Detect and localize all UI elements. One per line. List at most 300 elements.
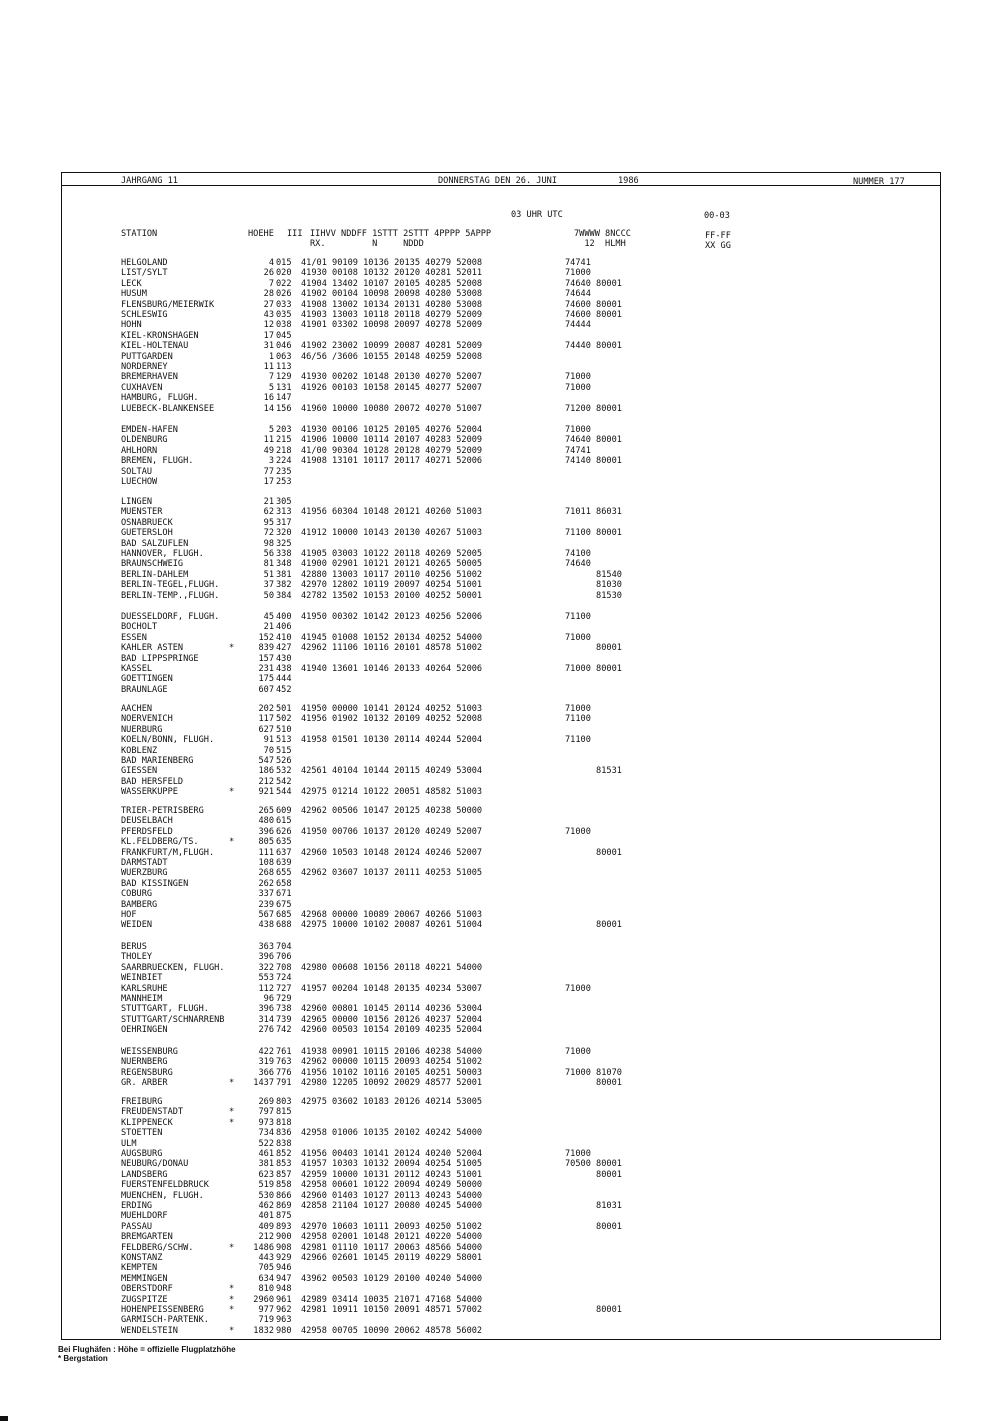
- station-name: BERUS: [121, 942, 147, 952]
- footer-note-airports: Bei Flughäfen : Höhe = offizielle Flugplatzhöhe: [58, 1345, 236, 1354]
- station-data: 41956 10102 10116 20105 40251 50003: [301, 1067, 483, 1078]
- station-row: [121, 362, 681, 372]
- station-name: DARMSTADT: [121, 858, 168, 868]
- station-fs: 74640 80001: [565, 278, 622, 289]
- station-name: KOBLENZ: [121, 745, 158, 756]
- station-name: EMDEN-HAFEN: [121, 425, 178, 435]
- station-iii: 815: [276, 1107, 292, 1118]
- station-hoehe: 381: [258, 1159, 274, 1170]
- station-hoehe: 396: [258, 952, 274, 963]
- column-codes: IIHVV NDDFF 1STTT 2STTT 4PPPP 5APPP: [310, 229, 492, 239]
- station-iii: 338: [276, 549, 292, 559]
- station-hoehe: 26: [263, 268, 274, 279]
- station-name: WENDELSTEIN: [121, 1325, 178, 1336]
- jahrgang-label: JAHRGANG 11: [121, 176, 178, 186]
- station-fs: 71100: [565, 612, 591, 622]
- station-row: [121, 952, 681, 962]
- station-data: 41908 13002 10134 20131 40280 53008: [301, 299, 483, 310]
- station-iii: 063: [276, 351, 292, 362]
- station-fs: 80001: [565, 847, 622, 858]
- station-name: BERLIN-DAHLEM: [121, 569, 189, 580]
- station-row: [121, 352, 681, 362]
- station-hoehe: 269: [258, 1097, 274, 1107]
- station-name: STOETTEN: [121, 1128, 163, 1139]
- station-name: HOF: [121, 910, 137, 920]
- station-fs: 74600 80001: [565, 299, 622, 310]
- station-row: [121, 467, 681, 477]
- station-data: 41950 00706 10137 20120 40249 52007: [301, 826, 483, 837]
- station-hoehe: 212: [258, 1232, 274, 1243]
- station-hoehe: 239: [258, 899, 274, 910]
- station-data: 42958 00705 10090 20062 48578 56002: [301, 1325, 483, 1336]
- station-iii: 655: [276, 868, 292, 879]
- station-iii: 739: [276, 1014, 292, 1025]
- station-row: [121, 1025, 681, 1035]
- station-iii: 384: [276, 590, 292, 601]
- station-row: [121, 1253, 681, 1263]
- station-hoehe: 268: [258, 868, 274, 879]
- station-name: BERLIN-TEGEL,FLUGH.: [121, 580, 220, 591]
- station-hoehe: 973: [258, 1117, 274, 1128]
- station-data: 41957 00204 10148 20135 40234 53007: [301, 983, 483, 994]
- station-hoehe: 547: [258, 756, 274, 766]
- station-hoehe: 462: [258, 1201, 274, 1211]
- station-name: KL.FELDBERG/TS.: [121, 837, 199, 848]
- station-hoehe: 480: [258, 816, 274, 827]
- station-row: [121, 404, 681, 414]
- station-star: *: [229, 1117, 235, 1128]
- station-iii: 853: [276, 1159, 292, 1170]
- station-row: [121, 612, 681, 622]
- station-hoehe: 11: [263, 435, 274, 446]
- station-iii: 113: [276, 362, 292, 372]
- station-row: [121, 1263, 681, 1273]
- station-data: 42970 12802 10119 20097 40254 51001: [301, 580, 483, 591]
- station-row: [121, 1078, 681, 1088]
- station-data: 41958 01501 10130 20114 40244 52004: [301, 735, 483, 746]
- station-hoehe: 1486: [253, 1242, 274, 1253]
- station-data: 42960 10503 10148 20124 40246 52007: [301, 847, 483, 858]
- station-hoehe: 31: [263, 341, 274, 352]
- station-row: [121, 714, 681, 724]
- station-fs: 74600 80001: [565, 310, 622, 320]
- column-wind: FF-FF: [705, 231, 731, 241]
- station-row: [121, 654, 681, 664]
- station-data: 41900 02901 10121 20121 40265 50005: [301, 559, 483, 570]
- station-iii: 253: [276, 477, 292, 487]
- station-iii: 961: [276, 1294, 292, 1305]
- station-hoehe: 62: [263, 507, 274, 518]
- station-iii: 962: [276, 1305, 292, 1315]
- station-iii: 320: [276, 528, 292, 539]
- station-hoehe: 77: [263, 466, 274, 477]
- station-name: HOHN: [121, 320, 142, 331]
- station-data: 42880 13003 10117 20110 40256 51002: [301, 569, 483, 580]
- station-name: AACHEN: [121, 704, 153, 714]
- station-data: 41950 00302 10142 20123 40256 52006: [301, 612, 483, 622]
- station-name: BAD KISSINGEN: [121, 878, 189, 889]
- station-data: 42962 11106 10116 20101 48578 51002: [301, 643, 483, 654]
- station-fs: 80001: [565, 920, 622, 931]
- station-name: DEUSELBACH: [121, 816, 173, 827]
- footer-note-mountain: * Bergstation: [58, 1354, 108, 1363]
- station-name: GR. ARBER: [121, 1078, 168, 1089]
- station-name: OBERSTDORF: [121, 1284, 173, 1295]
- station-name: COBURG: [121, 889, 153, 900]
- station-hoehe: 530: [258, 1190, 274, 1201]
- station-iii: 215: [276, 435, 292, 446]
- station-data: 42960 01403 10127 20113 40243 54000: [301, 1190, 483, 1201]
- station-name: MUENSTER: [121, 507, 163, 518]
- station-data: 41903 13003 10118 20118 40279 52009: [301, 310, 483, 320]
- station-data: 42958 00601 10122 20094 40249 50000: [301, 1180, 483, 1191]
- station-row: [121, 1015, 681, 1025]
- station-hoehe: 212: [258, 776, 274, 787]
- station-row: [121, 425, 681, 435]
- station-iii: 515: [276, 745, 292, 756]
- station-name: MUENCHEN, FLUGH.: [121, 1190, 204, 1201]
- station-row: [121, 963, 681, 973]
- station-name: ESSEN: [121, 632, 147, 643]
- edge-mark: [0, 1416, 8, 1421]
- station-row: [121, 559, 681, 569]
- station-iii: 724: [276, 973, 292, 984]
- station-row: [121, 725, 681, 735]
- station-hoehe: 5: [268, 382, 274, 393]
- station-name: BERLIN-TEMP.,FLUGH.: [121, 590, 220, 601]
- station-row: [121, 735, 681, 745]
- station-fs: 71000: [565, 425, 591, 435]
- station-hoehe: 977: [258, 1305, 274, 1315]
- station-iii: 410: [276, 632, 292, 643]
- station-row: [121, 879, 681, 889]
- station-row: [121, 456, 681, 466]
- station-row: [121, 1305, 681, 1315]
- station-hoehe: 810: [258, 1284, 274, 1295]
- station-name: CUXHAVEN: [121, 382, 163, 393]
- station-fs: 74741: [565, 445, 591, 456]
- station-iii: 704: [276, 942, 292, 952]
- station-row: [121, 848, 681, 858]
- station-row: [121, 1284, 681, 1294]
- station-data: 41930 00108 10132 20120 40281 52011: [301, 268, 483, 279]
- station-name: MEMMINGEN: [121, 1273, 168, 1284]
- station-iii: 803: [276, 1097, 292, 1107]
- station-name: LIST/SYLT: [121, 268, 168, 279]
- station-data: 41956 60304 10148 20121 40260 51003: [301, 507, 483, 518]
- station-name: ZUGSPITZE: [121, 1294, 168, 1305]
- station-iii: 609: [276, 806, 292, 816]
- station-iii: 406: [276, 622, 292, 633]
- station-row: [121, 268, 681, 278]
- station-name: BAMBERG: [121, 899, 158, 910]
- station-row: [121, 787, 681, 797]
- station-hoehe: 37: [263, 580, 274, 591]
- station-row: [121, 643, 681, 653]
- station-hoehe: 401: [258, 1211, 274, 1222]
- station-name: WEINBIET: [121, 973, 163, 984]
- station-hoehe: 839: [258, 643, 274, 654]
- station-fs: 71100: [565, 735, 591, 746]
- station-data: 42970 10603 10111 20093 40250 51002: [301, 1221, 483, 1232]
- station-hoehe: 438: [258, 920, 274, 931]
- station-row: [121, 777, 681, 787]
- station-data: 41/01 90109 10136 20135 40279 52008: [301, 258, 483, 268]
- station-row: [121, 435, 681, 445]
- station-row: [121, 827, 681, 837]
- station-iii: 908: [276, 1242, 292, 1253]
- station-row: [121, 1139, 681, 1149]
- station-hoehe: 12: [263, 320, 274, 331]
- station-row: [121, 984, 681, 994]
- station-hoehe: 1: [268, 351, 274, 362]
- station-hoehe: 17: [263, 330, 274, 341]
- station-fs: 81031: [565, 1201, 622, 1211]
- station-star: *: [229, 1284, 235, 1295]
- station-row: [121, 704, 681, 714]
- station-name: WASSERKUPPE: [121, 787, 178, 798]
- station-row: [121, 1149, 681, 1159]
- station-iii: 532: [276, 766, 292, 777]
- station-fs: 74741: [565, 258, 591, 268]
- station-iii: 875: [276, 1211, 292, 1222]
- station-fs: 71000 80001: [565, 664, 622, 674]
- station-iii: 929: [276, 1253, 292, 1263]
- station-row: [121, 622, 681, 632]
- station-iii: 729: [276, 994, 292, 1004]
- station-data: 42962 00000 10115 20093 40254 51002: [301, 1057, 483, 1068]
- station-row: [121, 320, 681, 330]
- station-star: *: [229, 1078, 235, 1089]
- station-fs: 71000: [565, 372, 591, 383]
- station-hoehe: 443: [258, 1253, 274, 1263]
- station-row: [121, 446, 681, 456]
- station-fs: 74640 80001: [565, 435, 622, 446]
- station-name: BRAUNSCHWEIG: [121, 559, 184, 570]
- station-hoehe: 623: [258, 1169, 274, 1180]
- station-name: KOELN/BONN, FLUGH.: [121, 735, 215, 746]
- station-row: [121, 1191, 681, 1201]
- station-name: MUEHLDORF: [121, 1211, 168, 1222]
- station-iii: 706: [276, 952, 292, 963]
- station-hoehe: 522: [258, 1138, 274, 1149]
- station-fs: 71200 80001: [565, 403, 622, 414]
- station-name: FUERSTENFELDBRUCK: [121, 1180, 209, 1191]
- station-row: [121, 507, 681, 517]
- station-iii: 038: [276, 320, 292, 331]
- station-name: BREMEN, FLUGH.: [121, 456, 194, 467]
- station-data: 41938 00901 10115 20106 40238 54000: [301, 1047, 483, 1057]
- station-fs: 74440 80001: [565, 341, 622, 352]
- station-iii: 738: [276, 1004, 292, 1015]
- station-hoehe: 337: [258, 889, 274, 900]
- station-hoehe: 186: [258, 766, 274, 777]
- station-iii: 022: [276, 278, 292, 289]
- station-hoehe: 117: [258, 714, 274, 725]
- time-window-label: 00-03: [704, 211, 730, 221]
- station-name: LINGEN: [121, 497, 153, 507]
- station-hoehe: 921: [258, 787, 274, 798]
- station-name: STUTTGART, FLUGH.: [121, 1004, 209, 1015]
- station-name: WUERZBURG: [121, 868, 168, 879]
- station-hoehe: 21: [263, 497, 274, 507]
- station-name: FLENSBURG/MEIERWIK: [121, 299, 215, 310]
- station-hoehe: 16: [263, 393, 274, 404]
- station-row: [121, 1243, 681, 1253]
- station-iii: 637: [276, 847, 292, 858]
- station-name: SCHLESWIG: [121, 310, 168, 320]
- station-hoehe: 567: [258, 910, 274, 920]
- station-row: [121, 868, 681, 878]
- station-star: *: [229, 1305, 235, 1315]
- station-iii: 015: [276, 258, 292, 268]
- station-name: AUGSBURG: [121, 1149, 163, 1159]
- station-hoehe: 91: [263, 735, 274, 746]
- station-iii: 430: [276, 653, 292, 664]
- station-iii: 348: [276, 559, 292, 570]
- station-hoehe: 72: [263, 528, 274, 539]
- station-name: LANDSBERG: [121, 1169, 168, 1180]
- station-row: [121, 746, 681, 756]
- station-hoehe: 366: [258, 1067, 274, 1078]
- station-name: LUEBECK-BLANKENSEE: [121, 403, 215, 414]
- station-fs: 71000: [565, 268, 591, 279]
- station-iii: 791: [276, 1078, 292, 1089]
- station-fs: 71000: [565, 632, 591, 643]
- station-name: FREUDENSTADT: [121, 1107, 184, 1118]
- station-iii: 671: [276, 889, 292, 900]
- station-name: KONSTANZ: [121, 1253, 163, 1263]
- station-data: 41926 00103 10158 20145 40277 52007: [301, 382, 483, 393]
- station-hoehe: 1437: [253, 1078, 274, 1089]
- station-row: [121, 889, 681, 899]
- station-fs: 70500 80001: [565, 1159, 622, 1170]
- station-iii: 305: [276, 497, 292, 507]
- station-name: NUERNBERG: [121, 1057, 168, 1068]
- station-iii: 658: [276, 878, 292, 889]
- station-name: HOHENPEISSENBERG: [121, 1305, 204, 1315]
- station-name: NUERBURG: [121, 724, 163, 735]
- station-name: KEMPTEN: [121, 1263, 158, 1274]
- station-iii: 857: [276, 1169, 292, 1180]
- station-row: [121, 1128, 681, 1138]
- column-iii: III: [287, 229, 303, 239]
- station-hoehe: 17: [263, 477, 274, 487]
- station-data: 42989 03414 10035 21071 47168 54000: [301, 1294, 483, 1305]
- station-data: 42980 12205 10092 20029 48577 52001: [301, 1078, 483, 1089]
- station-name: WEIDEN: [121, 920, 153, 931]
- station-name: LECK: [121, 278, 142, 289]
- station-iii: 836: [276, 1128, 292, 1139]
- station-iii: 893: [276, 1221, 292, 1232]
- station-hoehe: 627: [258, 724, 274, 735]
- station-name: SAARBRUECKEN, FLUGH.: [121, 962, 225, 973]
- station-hoehe: 2960: [253, 1294, 274, 1305]
- station-hoehe: 422: [258, 1047, 274, 1057]
- station-iii: 026: [276, 289, 292, 300]
- station-name: KLIPPENECK: [121, 1117, 173, 1128]
- station-iii: 035: [276, 310, 292, 320]
- station-fs: 81531: [565, 766, 622, 777]
- station-name: GARMISCH-PARTENK.: [121, 1315, 209, 1326]
- station-hoehe: 175: [258, 674, 274, 685]
- station-hoehe: 461: [258, 1149, 274, 1159]
- station-hoehe: 705: [258, 1263, 274, 1274]
- utc-label: 03 UHR UTC: [511, 210, 563, 220]
- station-star: *: [229, 1294, 235, 1305]
- station-iii: 317: [276, 517, 292, 528]
- station-data: 41930 00106 10125 20105 40276 52004: [301, 425, 483, 435]
- station-row: [121, 549, 681, 559]
- station-name: REGENSBURG: [121, 1067, 173, 1078]
- station-iii: 980: [276, 1325, 292, 1336]
- station-data: 41960 10000 10080 20072 40270 51007: [301, 403, 483, 414]
- station-data: 42975 01214 10122 20051 48582 51003: [301, 787, 483, 798]
- column-wind-sub: XX GG: [705, 241, 731, 251]
- station-hoehe: 363: [258, 942, 274, 952]
- station-name: BAD HERSFELD: [121, 776, 184, 787]
- station-fs: 74644: [565, 289, 591, 300]
- station-hoehe: 553: [258, 973, 274, 984]
- station-iii: 224: [276, 456, 292, 467]
- station-hoehe: 108: [258, 858, 274, 868]
- column-weather: 7WWWW 8NCCC: [574, 229, 631, 239]
- column-hoehe: HOEHE: [248, 229, 274, 239]
- station-iii: 947: [276, 1273, 292, 1284]
- station-hoehe: 96: [263, 994, 274, 1004]
- station-iii: 869: [276, 1201, 292, 1211]
- station-data: 41950 00000 10141 20124 40252 51003: [301, 704, 483, 714]
- station-fs: 80001: [565, 1305, 622, 1315]
- station-name: THOLEY: [121, 952, 153, 963]
- station-row: [121, 331, 681, 341]
- station-iii: 325: [276, 538, 292, 549]
- station-hoehe: 14: [263, 403, 274, 414]
- station-data: 42958 02001 10148 20121 40220 54000: [301, 1232, 483, 1243]
- station-row: [121, 900, 681, 910]
- station-fs: 81540: [565, 569, 622, 580]
- station-iii: 129: [276, 372, 292, 383]
- station-hoehe: 50: [263, 590, 274, 601]
- station-row: [121, 528, 681, 538]
- station-fs: 80001: [565, 1169, 622, 1180]
- station-row: [121, 685, 681, 695]
- station-name: KAHLER ASTEN: [121, 643, 184, 654]
- station-data: 41902 00104 10098 20098 40280 53008: [301, 289, 483, 300]
- issue-number: NUMMER 177: [853, 177, 905, 187]
- station-row: [121, 258, 681, 268]
- station-data: 41/00 90304 10128 20128 40279 52009: [301, 445, 483, 456]
- station-iii: 838: [276, 1138, 292, 1149]
- station-fs: 71100 80001: [565, 528, 622, 539]
- station-row: [121, 518, 681, 528]
- station-row: [121, 858, 681, 868]
- station-hoehe: 3: [268, 456, 274, 467]
- station-hoehe: 21: [263, 622, 274, 633]
- station-hoehe: 314: [258, 1014, 274, 1025]
- station-fs: 74640: [565, 559, 591, 570]
- station-data: 42980 00608 10156 20118 40221 54000: [301, 962, 483, 973]
- station-hoehe: 276: [258, 1025, 274, 1036]
- station-iii: 526: [276, 756, 292, 766]
- station-fs: 71000: [565, 704, 591, 714]
- station-row: [121, 1118, 681, 1128]
- station-hoehe: 805: [258, 837, 274, 848]
- station-row: [121, 300, 681, 310]
- station-star: *: [229, 1107, 235, 1118]
- station-name: BRAUNLAGE: [121, 684, 168, 695]
- station-row: [121, 1047, 681, 1057]
